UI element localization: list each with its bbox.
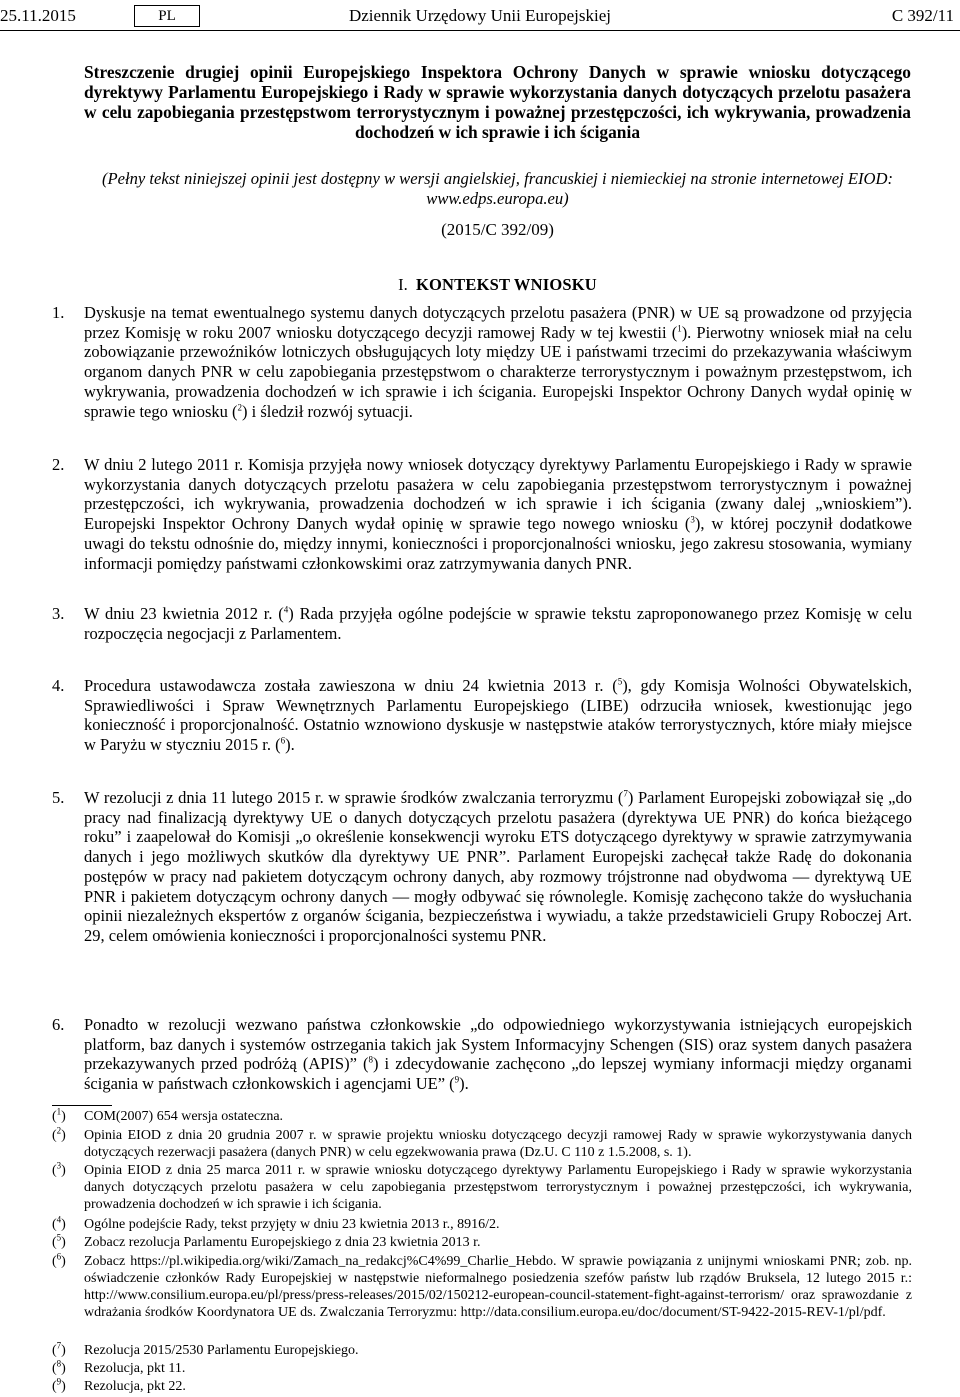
footnote <box>52 1127 912 1161</box>
footnote <box>52 1342 912 1359</box>
footnote <box>52 1108 912 1125</box>
footnote-ref[interactable]: 1 <box>677 323 682 334</box>
footnote <box>52 1162 912 1213</box>
paragraph-text: W dniu 23 kwietnia 2012 r. ($^4$) Rada przyjęła ogólne podejście w sprawie tekstu zaproponowanego przez Komisję w celu rozpoczęcia negocjacji z Parlamentem. <box>84 604 912 643</box>
footnote-number: ($^3$) <box>52 1160 66 1178</box>
page-reference: C 392/11 <box>891 6 954 25</box>
header-divider <box>0 30 960 31</box>
publication-date: 25.11.2015 <box>0 6 76 25</box>
footnote-text: COM(2007) 654 wersja ostateczna. <box>84 1109 284 1124</box>
paragraph <box>52 303 912 421</box>
paragraph <box>52 1015 912 1094</box>
footnote-text: Rezolucja, pkt 11. <box>84 1361 186 1376</box>
paragraph-number: 5. <box>52 788 65 807</box>
footnote-ref[interactable]: 5 <box>617 676 623 687</box>
paragraph-text: Procedura ustawodawcza została zawieszona w dniu 24 kwietnia 2013 r. ($^5$), gdy Komisja Wolności Obywatelskich, Sprawiedliwości i Spraw Wewnętrznych Parlamentu Europejskiego (LIBE) odrzuciła wniosek, kwestionując jego konieczność i proporcjonalność. Ostatnio wznowiono dyskusje w następstwie ataków terrorystycznych, które miały miejsce w Paryżu w styczniu 2015 r. ($^6$). <box>84 676 912 755</box>
footnote-ref[interactable]: 7 <box>623 788 628 799</box>
paragraph-number: 3. <box>52 604 65 623</box>
page-header <box>0 4 960 30</box>
document-title: Streszczenie drugiej opinii Europejskiego Inspektora Ochrony Danych w sprawie wniosku dotyczącego dyrektywy Parlamentu Europejskiego i Rady w sprawie wykorzystania danych dotyczących przelotu pasażera w celu zapobiegania przestępstwom terrorystycznym i poważnej przestępczości, ich wykrywania, prowadzenia dochodzeń w ich sprawie i ich ścigania <box>84 62 911 142</box>
footnote-ref[interactable]: 3 <box>690 514 695 525</box>
footnote-ref[interactable]: 8 <box>368 1054 373 1065</box>
footnote-ref[interactable]: 4 <box>283 604 289 615</box>
document-reference: (2015/C 392/09) <box>441 220 554 239</box>
paragraph <box>52 604 912 643</box>
footnote-ref[interactable]: 9 <box>454 1074 460 1085</box>
footnote-number: ($^1$) <box>52 1106 66 1124</box>
paragraph <box>52 455 912 573</box>
paragraph-number: 2. <box>52 455 65 474</box>
paragraph <box>52 676 912 755</box>
paragraph-number: 4. <box>52 676 65 695</box>
footnote-ref[interactable]: 6 <box>280 735 286 746</box>
footnote-number: ($^9$) <box>52 1376 66 1394</box>
paragraph-text: Dyskusje na temat ewentualnego systemu danych dotyczących przelotu pasażera (PNR) w UE są prowadzone od przyjęcia przez Komisję w roku 2007 wniosku dotyczącego decyzji ramowej Rady w tej kwestii ($^1$). Pierwotny wniosek miał na celu zobowiązanie przewoźników lotniczych obsługujących loty między UE i państwami trzecimi do przekazywania właściwym organom danych PNR w celu zapobiegania przestępstwom o charakterze terrorystycznym i poważnym przestępstwom, ich wykrywania, prowadzenia dochodzeń w ich sprawie i ich ścigania. Europejski Inspektor Ochrony Danych wydał opinię w sprawie tego wniosku ($^2$) i śledził rozwój sytuacji. <box>84 303 912 421</box>
availability-note: (Pełny tekst niniejszej opinii jest dostępny w wersji angielskiej, francuskiej i niemieckiej na stronie internetowej EIOD: www.edps.europa.eu) <box>101 169 894 208</box>
footnote <box>52 1216 912 1233</box>
footnote <box>52 1360 912 1377</box>
footnote-number: ($^2$) <box>52 1125 66 1143</box>
footnote-text: Zobacz https://pl.wikipedia.org/wiki/Zamach_na_redakcj%C4%99_Charlie_Hebdo. W sprawie powiązania z unijnymi wnioskami PNR; zob. np. oświadczenie członków Rady Europejskiej w następstwie nieformalnego posiedzenia szefów państw lub rządów Bruksela, 12 lutego 2015 r.: http://www.consilium.europa.eu/pl/press/press-releases/2015/02/150212-european-council-statement-fight-against-terrorism/ oraz sprawozdanie z wdrażania środków Koordynatora UE ds. Zwalczania Terroryzmu: http://data.consilium.europa.eu/doc/document/ST-9422-2015-REV-1/pl/pdf. <box>84 1254 912 1320</box>
footnote-text: Zobacz rezolucja Parlamentu Europejskiego z dnia 23 kwietnia 2013 r. <box>84 1235 481 1250</box>
footnote-text: Opinia EIOD z dnia 20 grudnia 2007 r. w sprawie projektu wniosku dotyczącego decyzji ramowej Rady w sprawie wykorzystywania danych dotyczących rezerwacji pasażera (danych PNR) w celu egzekwowania prawa (Dz.U. C 110 z 1.5.2008, s. 1). <box>84 1128 912 1160</box>
footnote <box>52 1378 912 1395</box>
paragraph <box>52 788 912 946</box>
paragraph-text: W rezolucji z dnia 11 lutego 2015 r. w sprawie środków zwalczania terroryzmu ($^7$) Parlament Europejski zobowiązał się „do pracy nad finalizacją dyrektywy UE o danych dotyczących przelotu pasażera (dyrektywa UE PNR) do końca bieżącego roku” i zaapelował do Komisji „o określenie konsekwencji wyroku ETS dotyczącego dyrektywy w sprawie zatrzymywania danych i jego możliwych skutków dla dyrektywy UE PNR”. Parlament Europejski zachęcał także Radę do dokonania postępów w pracy nad pakietem dotyczącym ochrony danych, aby rozmowy trójstronne nad obydwoma — dyrektywą UE PNR i pakietem dotyczącym ochrony danych — mogły odbywać się równolegle. Komisję zachęcono także do wysłuchania opinii niezależnych ekspertów z organów ścigania, bezpieczeństwa i wywiadu, a także przedstawicieli Grupy Roboczej Art. 29, celem omówienia konieczności i proporcjonalności systemu PNR. <box>84 788 913 945</box>
footnote-number: ($^8$) <box>52 1358 66 1376</box>
paragraph-text: W dniu 2 lutego 2011 r. Komisja przyjęła nowy wniosek dotyczący dyrektywy Parlamentu Europejskiego i Rady w sprawie wykorzystania danych dotyczących przelotu pasażera w celu zapobiegania przestępstwom terrorystycznym i poważnej przestępczości, ich wykrywania, prowadzenia dochodzeń w ich sprawie i ich ścigania (zwany dalej „wnioskiem”). Europejski Inspektor Ochrony Danych wydał opinię w sprawie tego nowego wniosku ($^3$), w której poczynił dodatkowe uwagi do tekstu odnośnie do, między innymi, konieczności i proporcjonalności wniosku, jego zakresu stosowania, wymiany informacji pomiędzy państwami członkowskimi oraz zatrzymywania danych PNR. <box>84 455 913 573</box>
footnote-number: ($^4$) <box>52 1214 66 1232</box>
section-title: KONTEKST WNIOSKU <box>415 275 597 294</box>
footnote-number: ($^7$) <box>52 1340 66 1358</box>
footnote-text: Ogólne podejście Rady, tekst przyjęty w dniu 23 kwietnia 2013 r., 8916/2. <box>84 1217 500 1232</box>
footnote-text: Opinia EIOD z dnia 25 marca 2011 r. w sprawie wniosku dotyczącego dyrektywy Parlamentu Europejskiego i Rady w sprawie wykorzystania danych dotyczących przelotu pasażera w celu zapobiegania przestępstwom terrorystycznym i poważnej przestępczości, ich wykrywania, prowadzenia dochodzeń w ich sprawie i ich ścigania. <box>84 1163 912 1212</box>
section-heading <box>84 275 911 295</box>
language-badge: PL <box>134 5 200 27</box>
journal-title: Dziennik Urzędowy Unii Europejskiej <box>348 6 611 25</box>
footnote-text: Rezolucja 2015/2530 Parlamentu Europejskiego. <box>84 1343 359 1358</box>
paragraph-number: 1. <box>52 303 65 322</box>
section-number: I. <box>398 275 408 294</box>
paragraph-text: Ponadto w rezolucji wezwano państwa członkowskie „do odpowiedniego wykorzystywania istniejących europejskich platform, baz danych i systemów ostrzegania takich jak System Informacyjny Schengen (SIS) oraz system danych pasażera przekazywanych przed podróżą (APIS)” ($^8$) i zdecydowanie zachęcono „do lepszej wymiany informacji między organami ścigania w państwach członkowskich i agencjami UE” ($^9$). <box>84 1015 912 1094</box>
footnote-number: ($^5$) <box>52 1232 66 1250</box>
footnote-ref[interactable]: 2 <box>237 402 243 413</box>
footnote <box>52 1234 912 1251</box>
footnote-number: ($^6$) <box>52 1251 66 1269</box>
paragraph-number: 6. <box>52 1015 65 1034</box>
footnote-text: Rezolucja, pkt 22. <box>84 1379 186 1394</box>
footnote <box>52 1253 912 1321</box>
